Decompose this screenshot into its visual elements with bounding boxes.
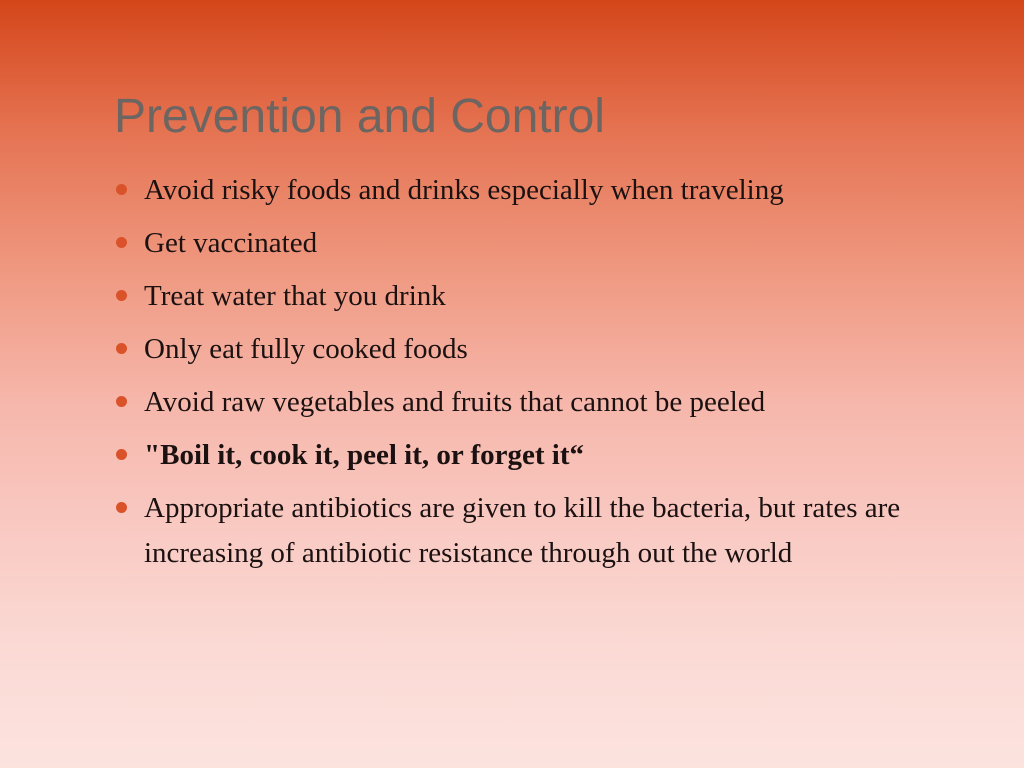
bullet-list — [114, 168, 934, 584]
bullet-item — [114, 274, 934, 319]
bullet-text: Treat water that you drink — [144, 280, 446, 312]
bullet-text: Avoid risky foods and drinks especially when traveling — [144, 174, 784, 206]
bullet-item — [114, 168, 934, 213]
bullet-dot-icon — [116, 396, 127, 407]
bullet-item — [114, 327, 934, 372]
bullet-item — [114, 221, 934, 266]
bullet-dot-icon — [116, 343, 127, 354]
bullet-text: Get vaccinated — [144, 227, 318, 259]
bullet-item — [114, 486, 934, 575]
bullet-dot-icon — [116, 237, 127, 248]
slide-title: Prevention and Control — [114, 90, 605, 143]
bullet-text: "Boil it, cook it, peel it, or forget it“ — [144, 439, 584, 471]
bullet-dot-icon — [116, 502, 127, 513]
bullet-text: Only eat fully cooked foods — [144, 333, 468, 365]
bullet-item-slogan — [114, 433, 934, 478]
bullet-dot-icon — [116, 290, 127, 301]
bullet-dot-icon — [116, 184, 127, 195]
bullet-item — [114, 380, 934, 425]
bullet-dot-icon — [116, 449, 127, 460]
bullet-text: Appropriate antibiotics are given to kill the bacteria, but rates are increasing of antibiotic resistance through out the world — [144, 492, 901, 569]
bullet-text: Avoid raw vegetables and fruits that cannot be peeled — [144, 386, 766, 418]
